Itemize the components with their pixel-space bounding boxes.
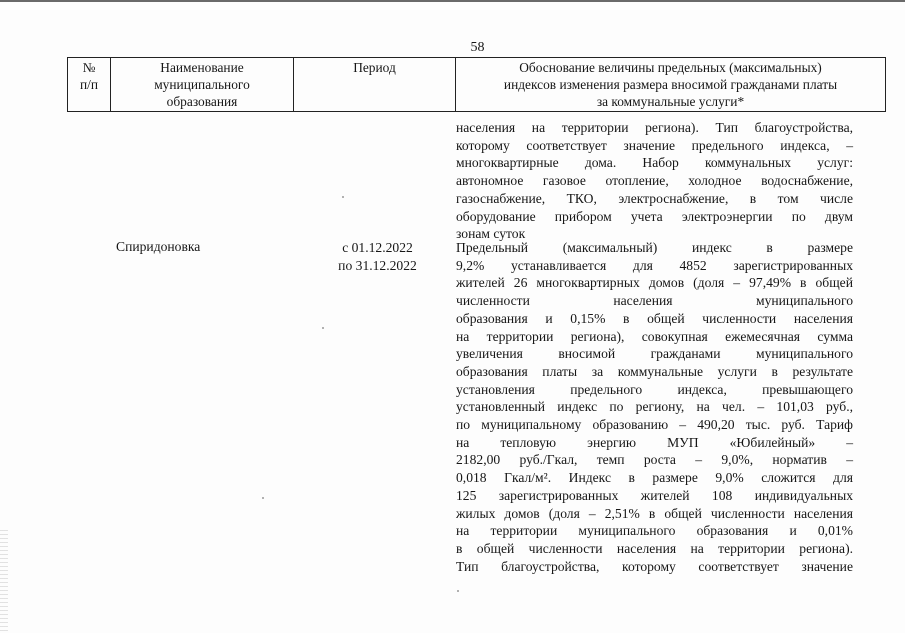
text-line: численности населения муниципального — [456, 293, 853, 309]
header-number-line: № — [82, 60, 96, 75]
header-municipality-line: муниципального — [154, 77, 250, 92]
header-number — [68, 58, 111, 112]
scan-speck — [342, 196, 344, 198]
table-header — [67, 57, 886, 112]
text-line: газоснабжение, ТКО, электроснабжение, в том числе — [456, 190, 853, 206]
text-line: 125 зарегистрированных жителей 108 индивидуальных — [456, 487, 853, 503]
text-line: жилых домов (доля – 2,51% в общей численности населения — [456, 505, 853, 521]
text-line: на территории региона), совокупная ежемесячная сумма — [456, 328, 853, 344]
text-line: установленный индекс по региону, на чел. – 101,03 руб., — [456, 399, 853, 415]
scan-speck — [262, 497, 264, 499]
header-number-line: п/п — [79, 77, 99, 92]
header-basis-line: Обоснование величины предельных (максимальных) — [519, 60, 822, 75]
text-line: Тип благоустройства, которому соответствует значение — [456, 558, 853, 574]
header-basis-line: индексов изменения размера вносимой гражданами платы — [503, 77, 838, 92]
text-line: автономное газовое отопление, холодное водоснабжение, — [456, 173, 853, 189]
text-line: оборудование прибором учета электроэнергии по двум — [456, 208, 853, 224]
header-municipality-line: образования — [166, 94, 238, 109]
period-to: по 31.12.2022 — [338, 257, 417, 273]
text-line: многоквартирные дома. Набор коммунальных услуг: — [456, 155, 853, 171]
text-line: образования платы за коммунальные услуги в результате — [456, 363, 853, 379]
basis-text — [456, 239, 853, 575]
text-line: по муниципальному образованию – 490,20 тыс. руб. Тариф — [456, 417, 853, 433]
scan-speck — [322, 327, 324, 329]
header-period — [294, 58, 456, 112]
text-line: на территории муниципального образования и 0,01% — [456, 523, 853, 539]
text-line: в общей численности населения на территории региона). — [456, 540, 853, 556]
scan-speck — [457, 590, 459, 592]
header-basis — [456, 58, 886, 112]
header-municipality — [111, 58, 294, 112]
text-line: населения на территории региона). Тип благоустройства, — [456, 120, 853, 135]
municipality-name: Спиридоновка — [116, 239, 201, 254]
page-number: 58 — [470, 40, 485, 55]
text-line: которому соответствует значение предельного индекса, – — [456, 137, 853, 153]
header-municipality-line: Наименование — [160, 60, 244, 75]
text-line: 0,018 Гкал/м². Индекс в размере 9,0% сложится для — [456, 470, 853, 486]
text-line: на тепловую энергию МУП «Юбилейный» – — [456, 434, 853, 450]
continuation-text — [456, 119, 853, 243]
header-basis-line: за коммунальные услуги* — [596, 94, 745, 109]
text-line: 9,2% устанавливается для 4852 зарегистрированных — [456, 257, 853, 273]
text-line: Предельный (максимальный) индекс в размере — [456, 240, 853, 255]
text-line: образования и 0,15% в общей численности населения — [456, 310, 853, 326]
text-line: жителей 26 многоквартирных домов (доля – 97,49% в общей — [456, 275, 853, 291]
text-line: увеличения вносимой гражданами муниципального — [456, 346, 853, 362]
period-from: с 01.12.2022 — [342, 240, 413, 255]
header-period-line: Период — [353, 60, 396, 75]
period-cell — [300, 239, 455, 274]
text-line: 2182,00 руб./Гкал, темп роста – 9,0%, норматив – — [456, 452, 853, 468]
scan-edge-noise — [0, 530, 8, 633]
text-line: установления предельного индекса, превышающего — [456, 381, 853, 397]
scan-top-border — [0, 0, 905, 2]
text-line: зонам суток — [456, 226, 526, 242]
